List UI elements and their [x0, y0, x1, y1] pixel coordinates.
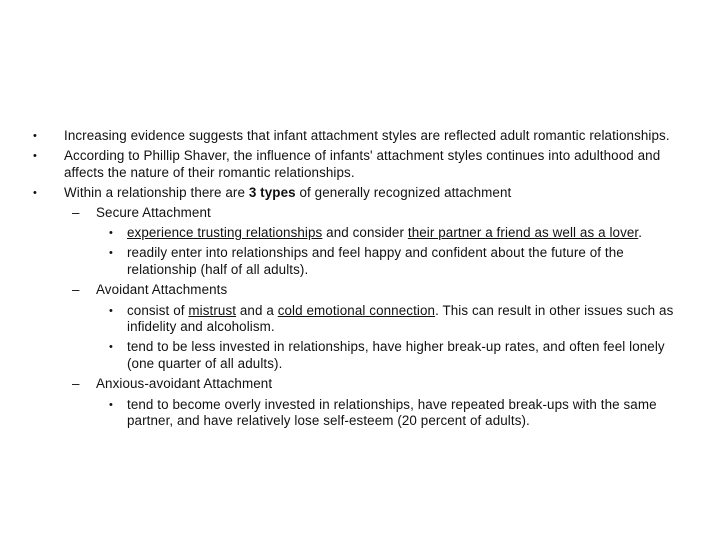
bullet-marker: •	[33, 150, 37, 163]
bullet-text-before: Within a relationship there are	[64, 185, 249, 201]
bullet-marker: •	[109, 247, 113, 260]
dash-marker: –	[72, 204, 80, 220]
bullet-marker: •	[109, 341, 113, 354]
dash-marker: –	[72, 282, 80, 298]
bullet-text: According to Phillip Shaver, the influence of infants' attachment styles continues into adulthood and affects the nature of their romantic relationships.	[64, 148, 661, 180]
point-text: .	[638, 225, 643, 241]
secure-point-1	[0, 225, 720, 241]
point-text: tend to become overly invested in relationships, have repeated break-ups with the same partner, and have relatively lose self-esteem (20 percent of adults).	[127, 396, 657, 429]
bullet-shaver	[0, 148, 720, 181]
type-secure	[0, 205, 720, 221]
dash-marker: –	[72, 376, 80, 392]
point-text: and a	[236, 302, 278, 318]
underlined-phrase: mistrust	[188, 302, 237, 318]
avoidant-point-1	[0, 303, 720, 336]
point-text: consist of	[127, 302, 189, 318]
point-text: readily enter into relationships and feel happy and confident about the future of the relationship (half of all adults).	[127, 245, 624, 277]
anxious-point-1	[0, 397, 720, 430]
secure-point-2	[0, 245, 720, 278]
point-text: tend to be less invested in relationships, have higher break-up rates, and often feel lonely (one quarter of all adults).	[127, 339, 665, 371]
bullet-marker: •	[109, 304, 113, 317]
slide-body	[0, 128, 720, 434]
bullet-text-bold: 3 types	[248, 185, 296, 201]
type-avoidant	[0, 282, 720, 298]
bullet-types	[0, 185, 720, 201]
point-text: . This can result in other issues such as infidelity and alcoholism.	[127, 302, 674, 335]
underlined-phrase: experience trusting relationships	[127, 225, 323, 241]
bullet-marker: •	[109, 227, 113, 240]
bullet-marker: •	[33, 130, 37, 142]
bullet-marker: •	[33, 187, 37, 200]
bullet-evidence	[0, 128, 720, 144]
point-text: and consider	[322, 225, 408, 241]
type-anxious-avoidant	[0, 376, 720, 392]
type-title: Avoidant Attachments	[96, 282, 228, 298]
bullet-text: Increasing evidence suggests that infant attachment styles are reflected adult romantic relationships.	[64, 128, 670, 143]
bullet-marker: •	[109, 398, 113, 411]
type-title: Anxious-avoidant Attachment	[96, 376, 273, 392]
bullet-text-after: of generally recognized attachment	[295, 185, 512, 201]
underlined-phrase: their partner a friend as well as a lover	[407, 225, 639, 241]
underlined-phrase: cold emotional connection	[277, 302, 436, 318]
type-title: Secure Attachment	[96, 204, 211, 220]
avoidant-point-2	[0, 339, 720, 372]
